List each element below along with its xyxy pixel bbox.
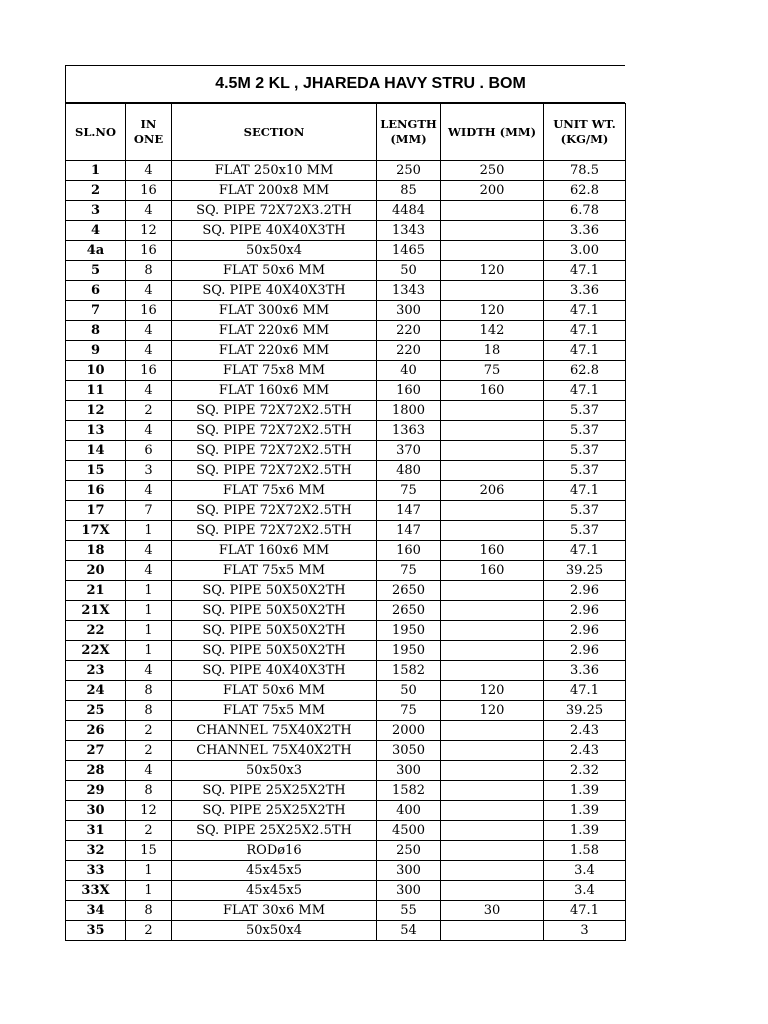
cell-sl-no: 1 [66, 161, 126, 181]
cell-section: SQ. PIPE 72X72X2.5TH [172, 441, 377, 461]
cell-length: 40 [377, 361, 441, 381]
cell-section: SQ. PIPE 50X50X2TH [172, 581, 377, 601]
cell-sl-no: 17 [66, 501, 126, 521]
cell-unit-wt: 47.1 [544, 321, 626, 341]
header-in-one: IN ONE [126, 104, 172, 161]
cell-sl-no: 35 [66, 921, 126, 941]
cell-sl-no: 21 [66, 581, 126, 601]
cell-unit-wt: 5.37 [544, 501, 626, 521]
cell-length: 160 [377, 381, 441, 401]
cell-section: 45x45x5 [172, 861, 377, 881]
cell-unit-wt: 3.36 [544, 281, 626, 301]
cell-width: 160 [441, 541, 544, 561]
cell-in-one: 1 [126, 641, 172, 661]
table-row [66, 581, 626, 601]
table-row [66, 441, 626, 461]
table-row [66, 921, 626, 941]
cell-width [441, 741, 544, 761]
header-width: WIDTH (MM) [441, 104, 544, 161]
cell-in-one: 4 [126, 281, 172, 301]
cell-section: RODø16 [172, 841, 377, 861]
cell-length: 160 [377, 541, 441, 561]
cell-in-one: 4 [126, 661, 172, 681]
cell-sl-no: 26 [66, 721, 126, 741]
cell-in-one: 8 [126, 901, 172, 921]
cell-in-one: 16 [126, 181, 172, 201]
cell-width: 120 [441, 261, 544, 281]
cell-unit-wt: 5.37 [544, 441, 626, 461]
cell-sl-no: 31 [66, 821, 126, 841]
cell-width [441, 461, 544, 481]
cell-width: 206 [441, 481, 544, 501]
cell-sl-no: 29 [66, 781, 126, 801]
cell-section: FLAT 160x6 MM [172, 541, 377, 561]
cell-sl-no: 33 [66, 861, 126, 881]
cell-unit-wt: 62.8 [544, 361, 626, 381]
cell-in-one: 1 [126, 601, 172, 621]
cell-length: 4500 [377, 821, 441, 841]
cell-section: SQ. PIPE 40X40X3TH [172, 281, 377, 301]
table-row [66, 381, 626, 401]
cell-section: CHANNEL 75X40X2TH [172, 741, 377, 761]
cell-section: FLAT 250x10 MM [172, 161, 377, 181]
sheet-title: 4.5M 2 KL , JHAREDA HAVY STRU . BOM [65, 65, 625, 103]
cell-in-one: 1 [126, 621, 172, 641]
table-row [66, 401, 626, 421]
cell-unit-wt: 2.43 [544, 721, 626, 741]
cell-in-one: 12 [126, 221, 172, 241]
cell-length: 300 [377, 301, 441, 321]
table-row [66, 881, 626, 901]
table-row [66, 321, 626, 341]
cell-unit-wt: 47.1 [544, 301, 626, 321]
cell-sl-no: 5 [66, 261, 126, 281]
table-row [66, 781, 626, 801]
cell-width: 120 [441, 701, 544, 721]
cell-sl-no: 10 [66, 361, 126, 381]
cell-unit-wt: 47.1 [544, 481, 626, 501]
cell-width [441, 721, 544, 741]
header-length: LENGTH (MM) [377, 104, 441, 161]
cell-width [441, 401, 544, 421]
cell-unit-wt: 2.96 [544, 581, 626, 601]
cell-in-one: 4 [126, 541, 172, 561]
cell-in-one: 8 [126, 781, 172, 801]
cell-in-one: 1 [126, 881, 172, 901]
header-row [66, 104, 626, 161]
cell-in-one: 4 [126, 421, 172, 441]
cell-in-one: 1 [126, 521, 172, 541]
cell-length: 300 [377, 861, 441, 881]
cell-in-one: 4 [126, 481, 172, 501]
table-row [66, 801, 626, 821]
cell-width [441, 441, 544, 461]
table-row [66, 741, 626, 761]
cell-in-one: 4 [126, 161, 172, 181]
cell-length: 75 [377, 561, 441, 581]
table-row [66, 341, 626, 361]
cell-section: FLAT 160x6 MM [172, 381, 377, 401]
cell-length: 400 [377, 801, 441, 821]
table-row [66, 901, 626, 921]
cell-width: 160 [441, 561, 544, 581]
cell-unit-wt: 2.43 [544, 741, 626, 761]
cell-unit-wt: 2.96 [544, 641, 626, 661]
cell-unit-wt: 5.37 [544, 461, 626, 481]
cell-unit-wt: 1.39 [544, 821, 626, 841]
cell-length: 50 [377, 681, 441, 701]
table-row [66, 541, 626, 561]
cell-sl-no: 7 [66, 301, 126, 321]
cell-width [441, 641, 544, 661]
cell-unit-wt: 1.39 [544, 781, 626, 801]
table-row [66, 681, 626, 701]
cell-sl-no: 6 [66, 281, 126, 301]
cell-length: 1363 [377, 421, 441, 441]
cell-length: 220 [377, 341, 441, 361]
table-row [66, 181, 626, 201]
cell-section: SQ. PIPE 50X50X2TH [172, 601, 377, 621]
cell-section: FLAT 50x6 MM [172, 261, 377, 281]
cell-in-one: 4 [126, 561, 172, 581]
cell-in-one: 6 [126, 441, 172, 461]
cell-sl-no: 24 [66, 681, 126, 701]
cell-length: 300 [377, 881, 441, 901]
cell-width: 160 [441, 381, 544, 401]
table-row [66, 281, 626, 301]
cell-section: SQ. PIPE 50X50X2TH [172, 641, 377, 661]
cell-unit-wt: 47.1 [544, 341, 626, 361]
table-row [66, 621, 626, 641]
cell-section: 50x50x4 [172, 921, 377, 941]
cell-sl-no: 28 [66, 761, 126, 781]
cell-width: 18 [441, 341, 544, 361]
table-row [66, 481, 626, 501]
cell-in-one: 4 [126, 381, 172, 401]
cell-length: 85 [377, 181, 441, 201]
cell-width: 75 [441, 361, 544, 381]
cell-unit-wt: 2.32 [544, 761, 626, 781]
cell-sl-no: 23 [66, 661, 126, 681]
cell-in-one: 4 [126, 341, 172, 361]
table-row [66, 221, 626, 241]
cell-in-one: 2 [126, 401, 172, 421]
table-row [66, 761, 626, 781]
cell-length: 1582 [377, 661, 441, 681]
cell-section: FLAT 220x6 MM [172, 341, 377, 361]
cell-length: 75 [377, 701, 441, 721]
cell-width [441, 781, 544, 801]
cell-length: 4484 [377, 201, 441, 221]
cell-width [441, 241, 544, 261]
table-row [66, 261, 626, 281]
cell-sl-no: 32 [66, 841, 126, 861]
table-row [66, 461, 626, 481]
cell-in-one: 2 [126, 741, 172, 761]
cell-unit-wt: 47.1 [544, 381, 626, 401]
cell-in-one: 16 [126, 301, 172, 321]
table-row [66, 521, 626, 541]
cell-section: FLAT 220x6 MM [172, 321, 377, 341]
table-row [66, 561, 626, 581]
table-row [66, 201, 626, 221]
cell-unit-wt: 2.96 [544, 601, 626, 621]
cell-section: 50x50x3 [172, 761, 377, 781]
cell-unit-wt: 3.00 [544, 241, 626, 261]
cell-section: FLAT 75x8 MM [172, 361, 377, 381]
cell-length: 480 [377, 461, 441, 481]
cell-section: SQ. PIPE 25X25X2TH [172, 781, 377, 801]
cell-section: SQ. PIPE 25X25X2.5TH [172, 821, 377, 841]
table-row [66, 241, 626, 261]
cell-in-one: 1 [126, 861, 172, 881]
cell-sl-no: 18 [66, 541, 126, 561]
cell-section: SQ. PIPE 72X72X3.2TH [172, 201, 377, 221]
cell-unit-wt: 47.1 [544, 541, 626, 561]
cell-sl-no: 22X [66, 641, 126, 661]
cell-length: 250 [377, 841, 441, 861]
cell-sl-no: 12 [66, 401, 126, 421]
cell-length: 147 [377, 501, 441, 521]
cell-sl-no: 14 [66, 441, 126, 461]
cell-width [441, 821, 544, 841]
cell-length: 300 [377, 761, 441, 781]
cell-in-one: 12 [126, 801, 172, 821]
cell-length: 2650 [377, 601, 441, 621]
cell-width [441, 521, 544, 541]
cell-unit-wt: 5.37 [544, 421, 626, 441]
cell-section: 50x50x4 [172, 241, 377, 261]
cell-section: CHANNEL 75X40X2TH [172, 721, 377, 741]
cell-unit-wt: 5.37 [544, 521, 626, 541]
cell-section: FLAT 300x6 MM [172, 301, 377, 321]
cell-width [441, 421, 544, 441]
cell-section: SQ. PIPE 72X72X2.5TH [172, 401, 377, 421]
cell-in-one: 15 [126, 841, 172, 861]
cell-unit-wt: 47.1 [544, 261, 626, 281]
cell-in-one: 2 [126, 921, 172, 941]
cell-section: SQ. PIPE 40X40X3TH [172, 221, 377, 241]
table-row [66, 721, 626, 741]
cell-sl-no: 11 [66, 381, 126, 401]
cell-unit-wt: 3.36 [544, 221, 626, 241]
cell-width: 142 [441, 321, 544, 341]
cell-section: 45x45x5 [172, 881, 377, 901]
cell-in-one: 7 [126, 501, 172, 521]
cell-in-one: 3 [126, 461, 172, 481]
cell-unit-wt: 78.5 [544, 161, 626, 181]
cell-sl-no: 30 [66, 801, 126, 821]
cell-section: SQ. PIPE 25X25X2TH [172, 801, 377, 821]
cell-width [441, 661, 544, 681]
cell-sl-no: 15 [66, 461, 126, 481]
cell-length: 1465 [377, 241, 441, 261]
cell-unit-wt: 1.39 [544, 801, 626, 821]
cell-length: 2000 [377, 721, 441, 741]
cell-section: SQ. PIPE 72X72X2.5TH [172, 461, 377, 481]
table-row [66, 421, 626, 441]
cell-unit-wt: 39.25 [544, 701, 626, 721]
cell-section: FLAT 75x5 MM [172, 561, 377, 581]
table-row [66, 301, 626, 321]
header-sl-no: SL.NO [66, 104, 126, 161]
cell-section: SQ. PIPE 72X72X2.5TH [172, 421, 377, 441]
bom-sheet [65, 65, 625, 941]
cell-length: 147 [377, 521, 441, 541]
table-row [66, 361, 626, 381]
cell-in-one: 16 [126, 241, 172, 261]
cell-section: FLAT 75x6 MM [172, 481, 377, 501]
cell-unit-wt: 3.36 [544, 661, 626, 681]
cell-in-one: 4 [126, 761, 172, 781]
cell-unit-wt: 47.1 [544, 681, 626, 701]
cell-in-one: 2 [126, 821, 172, 841]
cell-sl-no: 33X [66, 881, 126, 901]
cell-section: SQ. PIPE 40X40X3TH [172, 661, 377, 681]
header-section: SECTION [172, 104, 377, 161]
cell-width [441, 501, 544, 521]
cell-sl-no: 8 [66, 321, 126, 341]
cell-section: SQ. PIPE 72X72X2.5TH [172, 521, 377, 541]
cell-length: 1343 [377, 221, 441, 241]
cell-section: SQ. PIPE 72X72X2.5TH [172, 501, 377, 521]
cell-width [441, 801, 544, 821]
cell-length: 250 [377, 161, 441, 181]
cell-length: 54 [377, 921, 441, 941]
cell-section: FLAT 50x6 MM [172, 681, 377, 701]
cell-length: 2650 [377, 581, 441, 601]
table-row [66, 841, 626, 861]
cell-width: 200 [441, 181, 544, 201]
cell-width: 120 [441, 301, 544, 321]
cell-width [441, 201, 544, 221]
cell-width [441, 581, 544, 601]
cell-width [441, 921, 544, 941]
cell-length: 1950 [377, 621, 441, 641]
cell-length: 1343 [377, 281, 441, 301]
cell-in-one: 1 [126, 581, 172, 601]
cell-unit-wt: 5.37 [544, 401, 626, 421]
cell-unit-wt: 3 [544, 921, 626, 941]
cell-sl-no: 4a [66, 241, 126, 261]
table-row [66, 641, 626, 661]
cell-in-one: 16 [126, 361, 172, 381]
cell-in-one: 2 [126, 721, 172, 741]
cell-length: 1950 [377, 641, 441, 661]
cell-unit-wt: 3.4 [544, 881, 626, 901]
cell-sl-no: 21X [66, 601, 126, 621]
cell-width: 250 [441, 161, 544, 181]
cell-sl-no: 17X [66, 521, 126, 541]
cell-sl-no: 34 [66, 901, 126, 921]
cell-length: 75 [377, 481, 441, 501]
cell-width [441, 221, 544, 241]
cell-section: FLAT 75x5 MM [172, 701, 377, 721]
cell-length: 3050 [377, 741, 441, 761]
cell-sl-no: 9 [66, 341, 126, 361]
cell-in-one: 4 [126, 201, 172, 221]
cell-width [441, 601, 544, 621]
cell-in-one: 8 [126, 681, 172, 701]
cell-unit-wt: 2.96 [544, 621, 626, 641]
cell-unit-wt: 47.1 [544, 901, 626, 921]
cell-section: FLAT 30x6 MM [172, 901, 377, 921]
cell-sl-no: 4 [66, 221, 126, 241]
cell-sl-no: 27 [66, 741, 126, 761]
cell-length: 370 [377, 441, 441, 461]
cell-unit-wt: 39.25 [544, 561, 626, 581]
table-row [66, 701, 626, 721]
cell-length: 220 [377, 321, 441, 341]
cell-sl-no: 16 [66, 481, 126, 501]
table-row [66, 601, 626, 621]
cell-sl-no: 22 [66, 621, 126, 641]
cell-sl-no: 25 [66, 701, 126, 721]
cell-width [441, 281, 544, 301]
cell-in-one: 4 [126, 321, 172, 341]
cell-length: 1582 [377, 781, 441, 801]
cell-sl-no: 3 [66, 201, 126, 221]
cell-in-one: 8 [126, 261, 172, 281]
cell-sl-no: 13 [66, 421, 126, 441]
table-row [66, 661, 626, 681]
cell-length: 1800 [377, 401, 441, 421]
table-row [66, 861, 626, 881]
cell-in-one: 8 [126, 701, 172, 721]
header-unit-wt: UNIT WT. (KG/M) [544, 104, 626, 161]
cell-sl-no: 2 [66, 181, 126, 201]
cell-unit-wt: 3.4 [544, 861, 626, 881]
cell-width [441, 761, 544, 781]
cell-length: 55 [377, 901, 441, 921]
cell-width [441, 881, 544, 901]
cell-width [441, 841, 544, 861]
cell-length: 50 [377, 261, 441, 281]
bom-table [65, 103, 626, 941]
cell-section: FLAT 200x8 MM [172, 181, 377, 201]
cell-unit-wt: 62.8 [544, 181, 626, 201]
cell-section: SQ. PIPE 50X50X2TH [172, 621, 377, 641]
table-row [66, 501, 626, 521]
table-row [66, 161, 626, 181]
table-row [66, 821, 626, 841]
cell-sl-no: 20 [66, 561, 126, 581]
cell-width: 30 [441, 901, 544, 921]
table-body [66, 161, 626, 941]
cell-width [441, 621, 544, 641]
cell-unit-wt: 1.58 [544, 841, 626, 861]
cell-width: 120 [441, 681, 544, 701]
cell-width [441, 861, 544, 881]
cell-unit-wt: 6.78 [544, 201, 626, 221]
